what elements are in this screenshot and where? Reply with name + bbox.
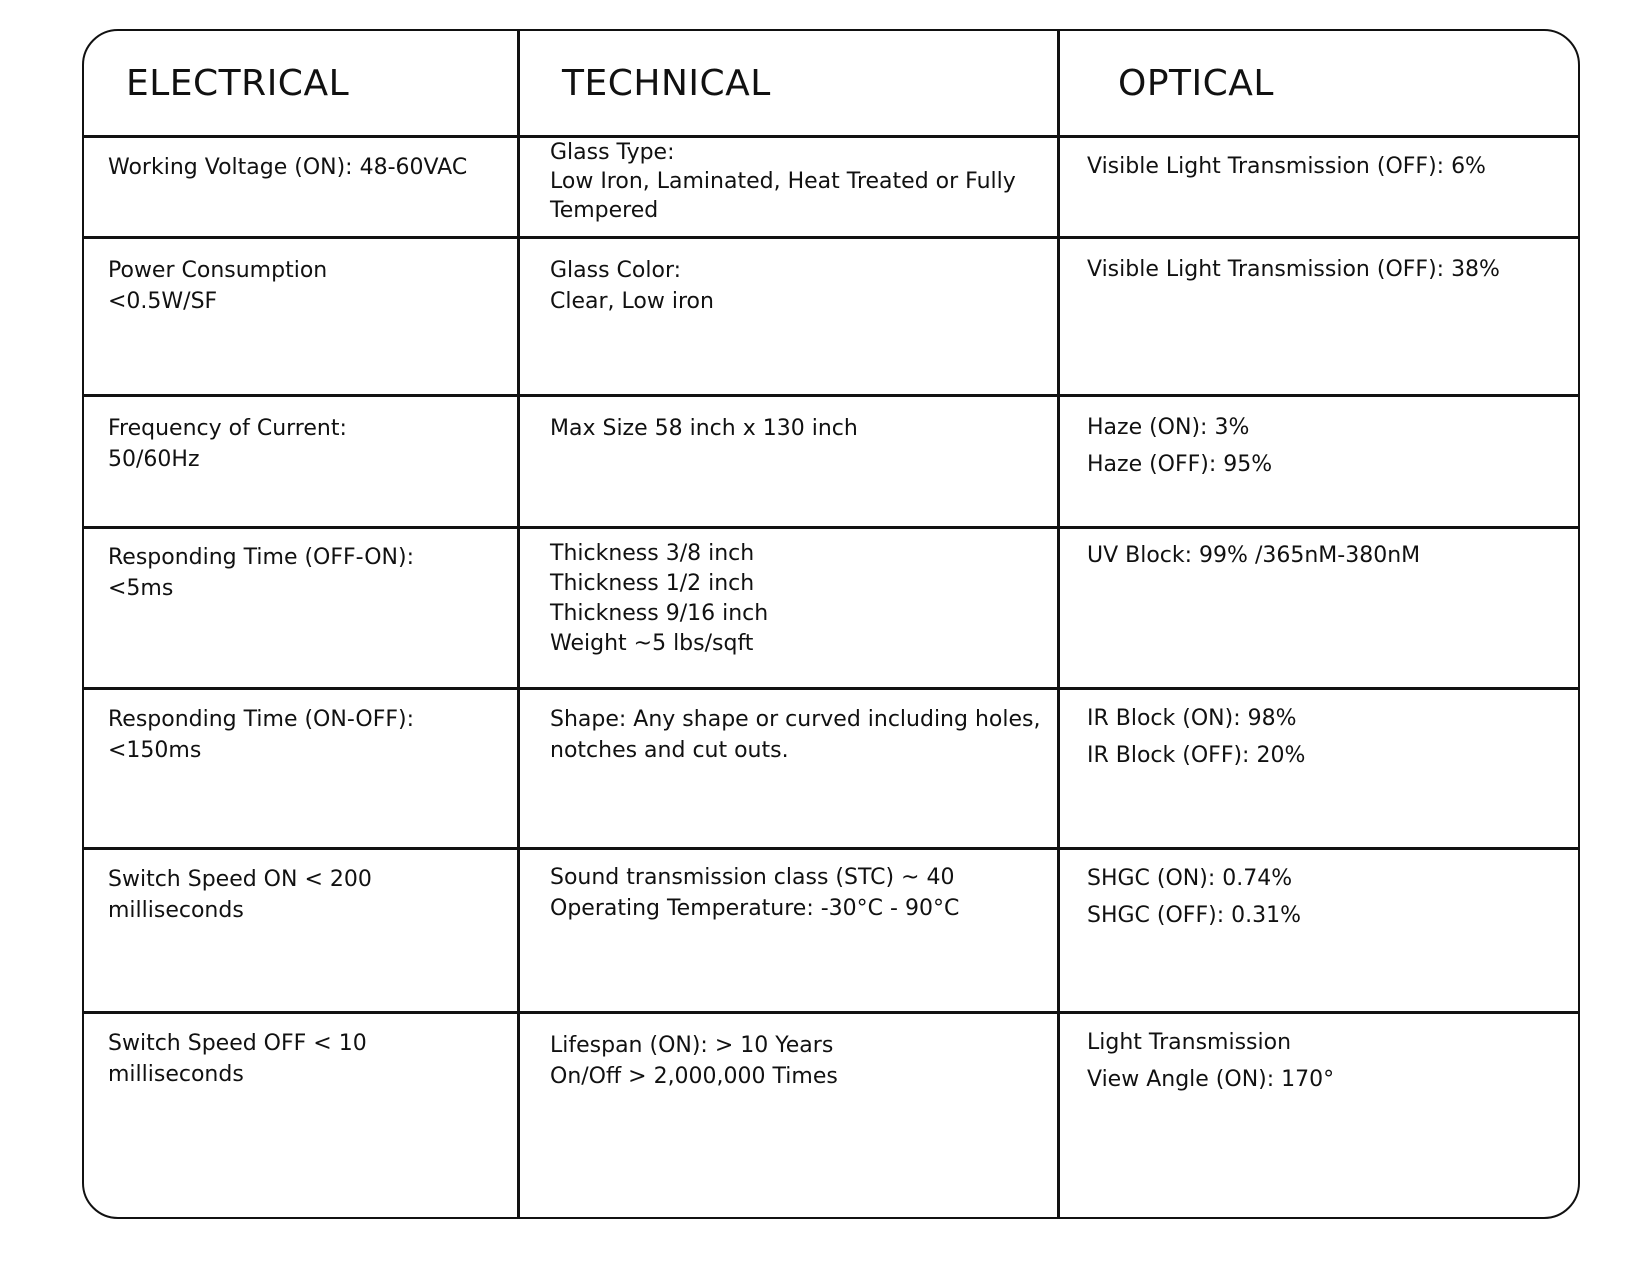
electrical-text — [108, 152, 467, 183]
text-line: Switch Speed OFF < 10 — [108, 1031, 367, 1056]
text-line: SHGC (OFF): 0.31% — [1087, 903, 1301, 928]
header-cell-technical — [520, 31, 1060, 135]
technical-text — [550, 1030, 838, 1092]
technical-cell — [520, 397, 1060, 526]
text-line: Tempered — [550, 198, 659, 223]
text-line: Sound transmission class (STC) ~ 40 — [550, 865, 955, 890]
text-line: Haze (OFF): 95% — [1087, 452, 1273, 477]
technical-text — [550, 862, 959, 924]
electrical-text — [108, 413, 347, 475]
text-line: Frequency of Current: — [108, 416, 347, 441]
electrical-cell — [84, 850, 520, 1011]
technical-text — [550, 539, 768, 659]
electrical-text — [108, 255, 327, 317]
optical-text — [1087, 1024, 1334, 1098]
text-line: IR Block (OFF): 20% — [1087, 743, 1306, 768]
technical-text — [550, 138, 1016, 225]
electrical-cell — [84, 1014, 520, 1219]
text-line: Max Size 58 inch x 130 inch — [550, 416, 858, 441]
text-line: Switch Speed ON < 200 — [108, 867, 372, 892]
electrical-text — [108, 542, 414, 604]
table-row — [84, 138, 1578, 239]
text-line: Thickness 1/2 inch — [550, 571, 755, 596]
table-row — [84, 690, 1578, 850]
text-line: View Angle (ON): 170° — [1087, 1067, 1335, 1092]
text-line: Weight ~5 lbs/sqft — [550, 631, 754, 656]
text-line: On/Off > 2,000,000 Times — [550, 1064, 838, 1089]
optical-text — [1087, 860, 1301, 934]
text-line: <150ms — [108, 738, 202, 763]
text-line: Clear, Low iron — [550, 289, 714, 314]
technical-cell — [520, 850, 1060, 1011]
electrical-cell — [84, 529, 520, 687]
text-line: SHGC (ON): 0.74% — [1087, 866, 1293, 891]
text-line: Responding Time (ON-OFF): — [108, 707, 415, 732]
text-line: UV Block: 99% /365nM-380nM — [1087, 543, 1421, 568]
text-line: Low Iron, Laminated, Heat Treated or Fully — [550, 169, 1016, 194]
text-line: Lifespan (ON): > 10 Years — [550, 1033, 834, 1058]
spec-table — [82, 29, 1580, 1219]
electrical-text — [108, 864, 372, 926]
text-line: Thickness 9/16 inch — [550, 601, 769, 626]
text-line: milliseconds — [108, 1062, 244, 1087]
technical-cell — [520, 1014, 1060, 1219]
text-line: Glass Color: — [550, 258, 682, 283]
text-line: Shape: Any shape or curved including holes, — [550, 707, 1041, 732]
header-row — [84, 31, 1578, 138]
electrical-text — [108, 1028, 367, 1090]
text-line: Responding Time (OFF-ON): — [108, 545, 415, 570]
optical-text — [1087, 537, 1420, 574]
optical-text — [1087, 148, 1486, 185]
text-line: Operating Temperature: -30°C - 90°C — [550, 896, 960, 921]
optical-cell — [1060, 138, 1578, 236]
text-line: Haze (ON): 3% — [1087, 415, 1250, 440]
optical-cell — [1060, 397, 1578, 526]
optical-cell — [1060, 690, 1578, 847]
electrical-cell — [84, 239, 520, 394]
text-line: 50/60Hz — [108, 447, 200, 472]
table-row — [84, 397, 1578, 529]
text-line: Power Consumption — [108, 258, 328, 283]
table-row — [84, 529, 1578, 690]
text-line: Visible Light Transmission (OFF): 38% — [1087, 257, 1500, 282]
technical-cell — [520, 690, 1060, 847]
text-line: IR Block (ON): 98% — [1087, 706, 1297, 731]
text-line: Light Transmission — [1087, 1030, 1292, 1055]
technical-cell — [520, 239, 1060, 394]
optical-cell — [1060, 529, 1578, 687]
header-technical: TECHNICAL — [562, 63, 771, 104]
table-row — [84, 1014, 1578, 1219]
text-line: milliseconds — [108, 898, 244, 923]
technical-text — [550, 704, 1040, 766]
text-line: Visible Light Transmission (OFF): 6% — [1087, 154, 1486, 179]
text-line: <5ms — [108, 576, 174, 601]
optical-cell — [1060, 239, 1578, 394]
optical-text — [1087, 700, 1305, 774]
text-line: Thickness 3/8 inch — [550, 541, 755, 566]
technical-text — [550, 413, 858, 444]
header-cell-optical — [1060, 31, 1578, 135]
optical-cell — [1060, 850, 1578, 1011]
electrical-cell — [84, 138, 520, 236]
electrical-cell — [84, 397, 520, 526]
text-line: notches and cut outs. — [550, 738, 789, 763]
technical-text — [550, 255, 714, 317]
technical-cell — [520, 138, 1060, 236]
text-line: <0.5W/SF — [108, 289, 218, 314]
table-row — [84, 850, 1578, 1014]
table-row — [84, 239, 1578, 397]
optical-text — [1087, 409, 1272, 483]
optical-text — [1087, 251, 1500, 288]
header-electrical: ELECTRICAL — [126, 63, 350, 104]
electrical-cell — [84, 690, 520, 847]
text-line: Working Voltage (ON): 48-60VAC — [108, 155, 468, 180]
text-line: Glass Type: — [550, 140, 675, 165]
header-cell-electrical — [84, 31, 520, 135]
electrical-text — [108, 704, 414, 766]
technical-cell — [520, 529, 1060, 687]
optical-cell — [1060, 1014, 1578, 1219]
header-optical: OPTICAL — [1118, 63, 1274, 104]
